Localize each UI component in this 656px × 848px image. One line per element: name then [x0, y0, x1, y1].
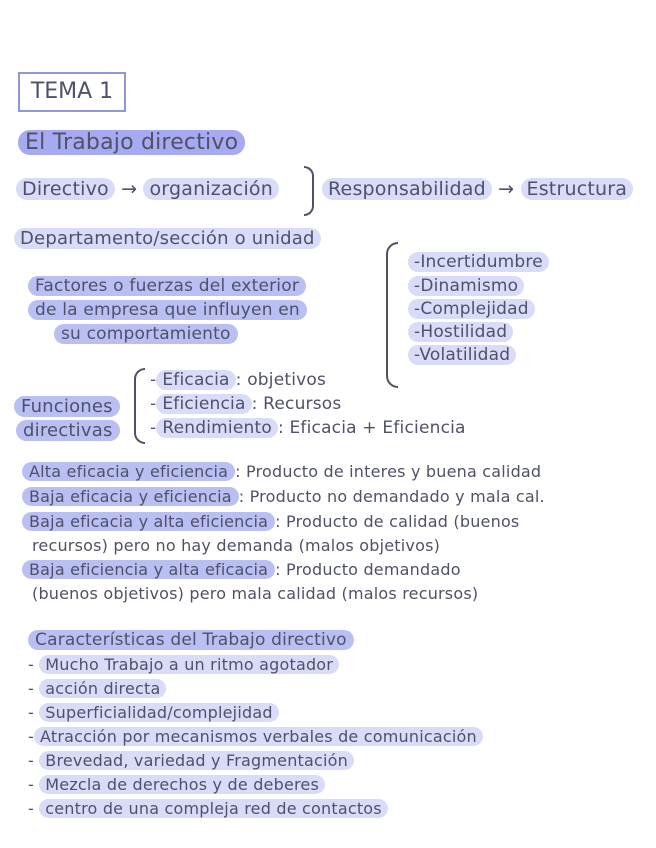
- funcion-item: - Eficacia : objetivos: [150, 370, 327, 390]
- combinacion-term: Baja eficacia y alta eficiencia: [22, 512, 275, 531]
- funcion-desc: : Eficacia + Eficiencia: [277, 418, 466, 438]
- caracteristica-item: - Mezcla de derechos y de deberes: [28, 775, 325, 794]
- organizacion-text: organización: [143, 178, 279, 200]
- estructura-text: Estructura: [521, 178, 634, 200]
- combinacion-cont-text: (buenos objetivos) pero mala calidad (malos recursos): [32, 584, 479, 603]
- factores-line-1: [28, 276, 306, 296]
- tema-title-box: TEMA 1: [18, 72, 126, 112]
- factores-text-1: Factores o fuerzas del exterior: [28, 276, 306, 296]
- factor-item: [408, 276, 524, 296]
- left-brace: [386, 242, 398, 388]
- caracteristica-text: Mezcla de derechos y de deberes: [39, 775, 325, 794]
- funciones-label-text: directivas: [16, 420, 120, 441]
- combinacion-desc: : Producto demandado: [275, 560, 461, 579]
- combinacion-line: [22, 487, 545, 506]
- funcion-item: - Rendimiento : Eficacia + Eficiencia: [150, 418, 466, 438]
- left-brace: [134, 368, 145, 444]
- factor-item: [408, 299, 535, 319]
- funciones-label-1: [14, 396, 120, 417]
- departamento-line: [14, 228, 321, 249]
- caracteristica-item: - centro de una compleja red de contactos: [28, 799, 388, 818]
- caracteristicas-title: [28, 630, 354, 650]
- factor-item: [408, 345, 516, 365]
- factor-item: [408, 322, 513, 342]
- responsabilidad-line: [322, 178, 633, 200]
- caracteristica-text: centro de una compleja red de contactos: [39, 799, 388, 818]
- heading-text: El Trabajo directivo: [18, 130, 245, 155]
- section-heading: [18, 130, 245, 155]
- factores-text-2: de la empresa que influyen en: [28, 300, 307, 320]
- caracteristica-text: Mucho Trabajo a un ritmo agotador: [39, 655, 339, 674]
- caracteristica-item: - Atracción por mecanismos verbales de comunicación: [28, 727, 483, 746]
- funcion-term: Eficacia: [156, 370, 235, 390]
- directivo-line: [16, 178, 279, 200]
- responsabilidad-text: Responsabilidad: [322, 178, 492, 200]
- caracteristica-item: - Mucho Trabajo a un ritmo agotador: [28, 655, 339, 674]
- arrow-icon: →: [121, 178, 138, 200]
- combinacion-desc: : Producto no demandado y mala cal.: [238, 487, 545, 506]
- directivo-text: Directivo: [16, 178, 115, 200]
- arrow-icon: →: [498, 178, 515, 200]
- caracteristica-text: Brevedad, variedad y Fragmentación: [39, 751, 354, 770]
- combinacion-term: Baja eficacia y eficiencia: [22, 487, 239, 506]
- combinacion-cont-text: recursos) pero no hay demanda (malos objetivos): [32, 536, 441, 555]
- factores-line-3: [54, 324, 238, 344]
- factores-text-3: su comportamiento: [54, 324, 238, 344]
- funcion-item: - Eficiencia : Recursos: [150, 394, 342, 414]
- combinacion-line: [22, 560, 461, 579]
- factor-item-text: -Hostilidad: [408, 322, 513, 342]
- caracteristica-item: - Brevedad, variedad y Fragmentación: [28, 751, 354, 770]
- combinacion-line: [22, 462, 541, 481]
- combinacion-term: Baja eficiencia y alta eficacia: [22, 560, 275, 579]
- caracteristica-item: - Superficialidad/complejidad: [28, 703, 279, 722]
- factores-line-2: [28, 300, 307, 320]
- funciones-label-text: Funciones: [14, 396, 120, 417]
- combinacion-term: Alta eficacia y eficiencia: [22, 462, 235, 481]
- combinacion-cont: [32, 536, 440, 555]
- right-brace: [304, 166, 314, 216]
- combinacion-cont: [32, 584, 478, 603]
- caracteristica-text: Superficialidad/complejidad: [39, 703, 278, 722]
- combinacion-line: [22, 512, 519, 531]
- departamento-text: Departamento/sección o unidad: [14, 228, 321, 249]
- factor-item-text: -Volatilidad: [408, 345, 516, 365]
- funcion-term: Rendimiento: [156, 418, 278, 438]
- caracteristica-text: Atracción por mecanismos verbales de comunicación: [34, 727, 483, 746]
- combinacion-desc: : Producto de calidad (buenos: [275, 512, 520, 531]
- combinacion-desc: : Producto de interes y buena calidad: [235, 462, 542, 481]
- factor-item-text: -Complejidad: [408, 299, 535, 319]
- factor-item-text: -Incertidumbre: [408, 252, 549, 272]
- caracteristica-item: - acción directa: [28, 679, 166, 698]
- funcion-term: Eficiencia: [156, 394, 251, 414]
- caracteristicas-title-text: Características del Trabajo directivo: [28, 630, 354, 650]
- funcion-desc: : Recursos: [251, 394, 342, 414]
- caracteristica-text: acción directa: [39, 679, 166, 698]
- funcion-desc: : objetivos: [235, 370, 327, 390]
- funciones-label-2: [16, 420, 120, 441]
- factor-item: [408, 252, 549, 272]
- factor-item-text: -Dinamismo: [408, 276, 524, 296]
